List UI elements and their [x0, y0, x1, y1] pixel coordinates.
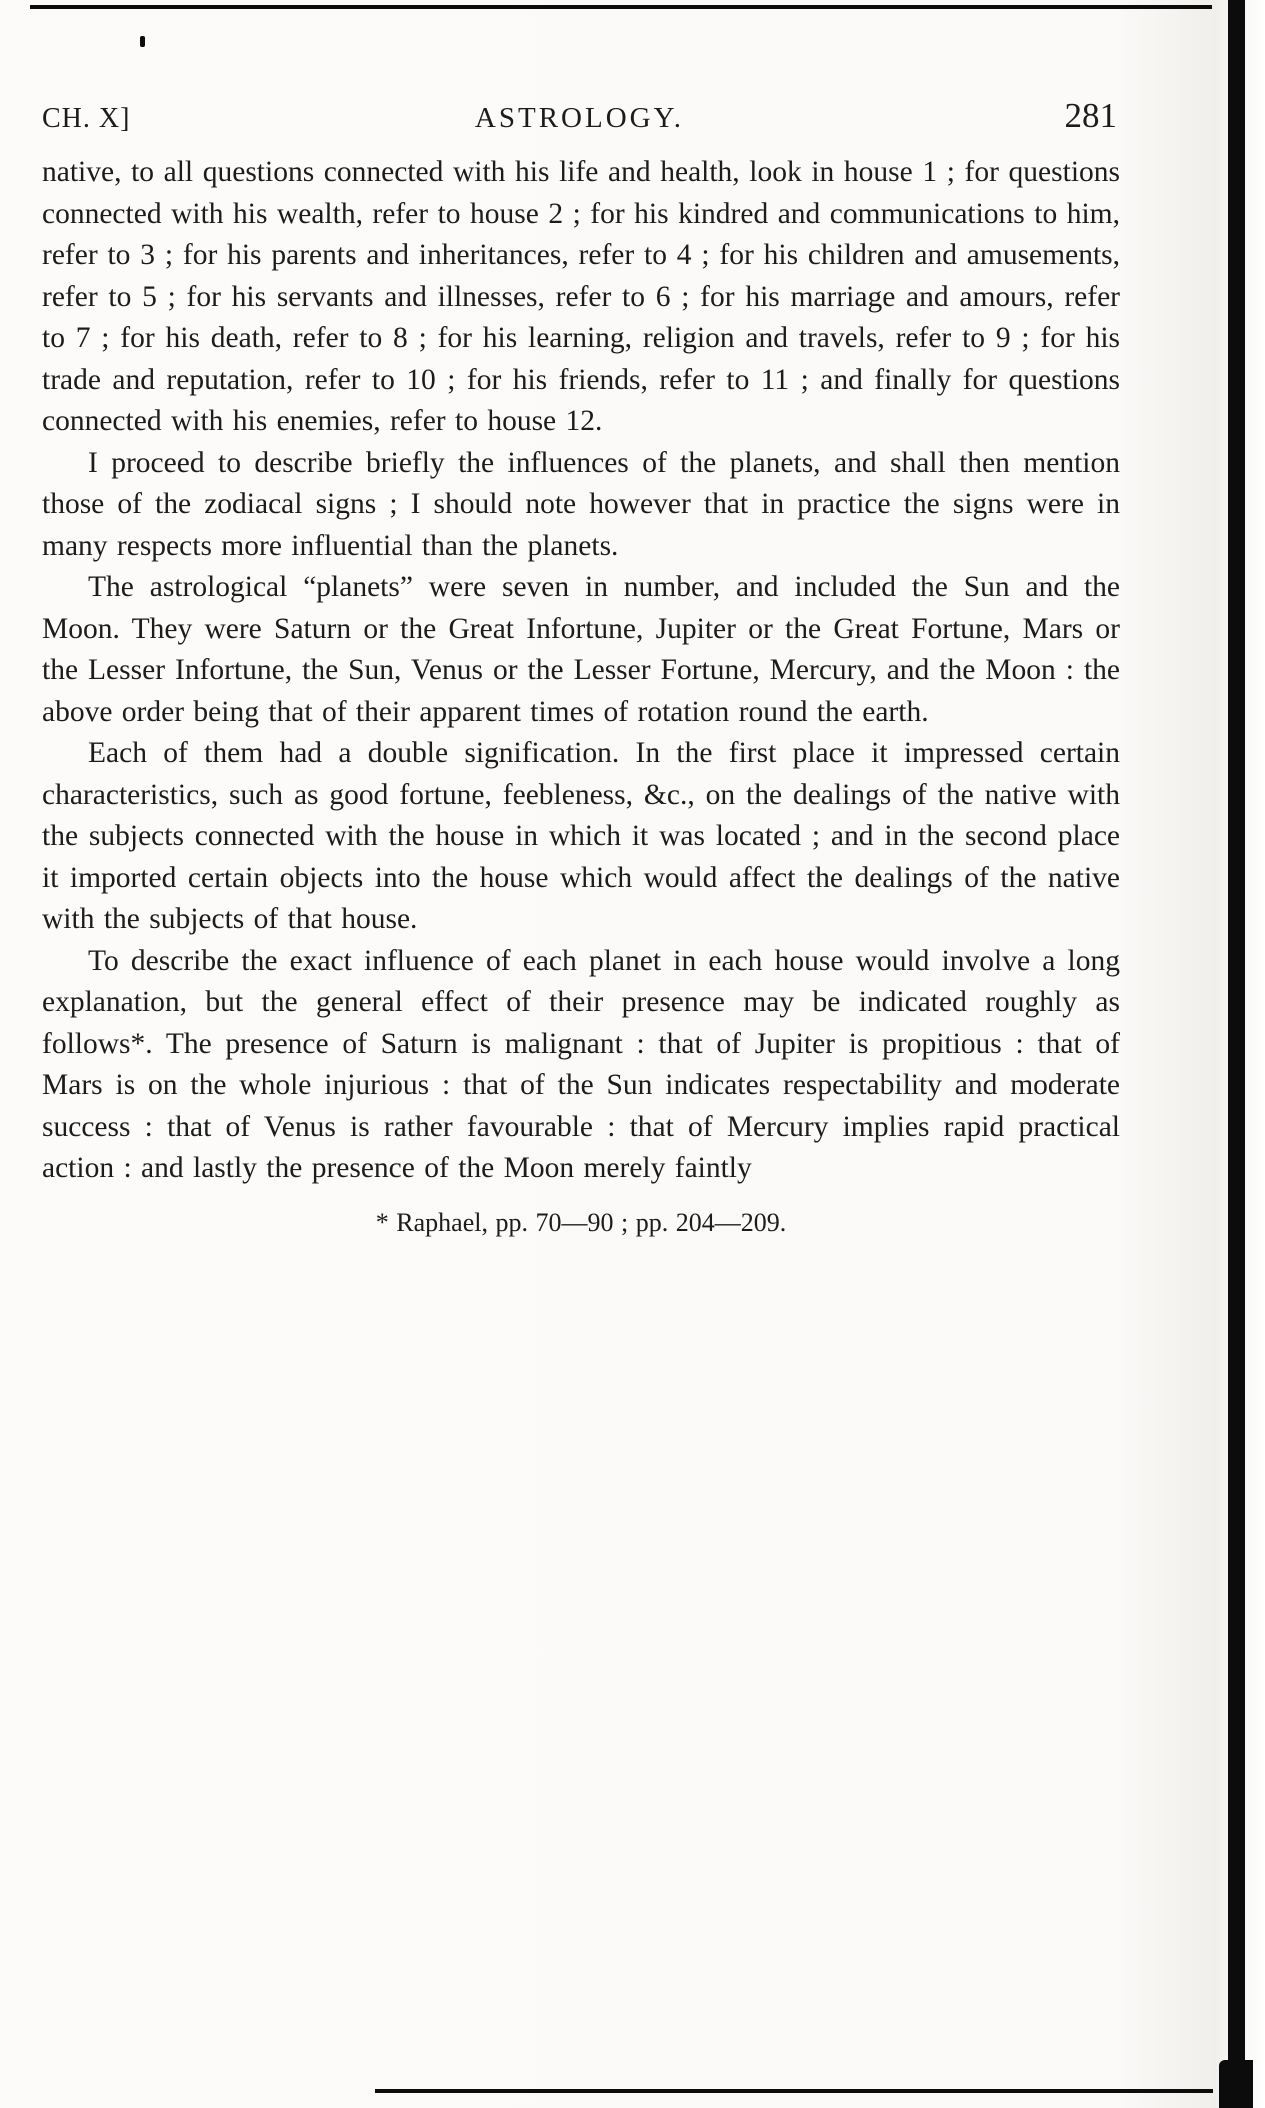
page-header — [42, 96, 1117, 136]
footnote: * Raphael, pp. 70—90 ; pp. 204—209. — [375, 1207, 787, 1237]
scan-artifact-speck — [140, 36, 145, 47]
scan-artifact-corner-blob — [1219, 2060, 1253, 2108]
chapter-label: CH. X] — [42, 103, 131, 134]
paragraph: The astrological “planets” were seven in number, and included the Sun and the Moon. They were Saturn or the Great Infortune, Jupiter or the Great Fortune, Mars or the Lesser Infortune, the Sun, Venus or the Lesser Fortune, Mercury, and the Moon : the above order being that of their apparent times of rotation round the earth. — [42, 571, 1120, 728]
page-number: 281 — [1064, 96, 1117, 135]
running-title: ASTROLOGY. — [474, 102, 685, 134]
scan-artifact-binding-edge — [1228, 0, 1245, 2108]
paragraph-continuation: native, to all questions connected with his life and health, look in house 1 ; for questions connected with his wealth, refer to house 2 ; for his kindred and communications to him, refer to 3 ; for his parents and inheritances, refer to 4 ; for his children and amusements, refer to 5 ; for his servants and illnesses, refer to 6 ; for his marriage and amours, refer to 7 ; for his death, refer to 8 ; for his learning, religion and travels, refer to 9 ; for his trade and reputation, refer to 10 ; for his friends, refer to 11 ; and finally for questions connected with his enemies, refer to house 12. — [42, 156, 1120, 437]
scan-artifact-top-rule — [30, 5, 1212, 9]
paragraph: Each of them had a double signification. In the first place it impressed certain characteristics, such as good fortune, feebleness, &c., on the dealings of the native with the subjects connected with the house in which it was located ; and in the second place it imported certain objects into the house which would affect the dealings of the native with the subjects of that house. — [42, 737, 1120, 935]
body-text — [42, 152, 1120, 1243]
paragraph: To describe the exact influence of each planet in each house would involve a long explanation, but the general effect of their presence may be indicated roughly as follows*. The presence of Saturn is malignant : that of Jupiter is propitious : that of Mars is on the whole injurious : that of the Sun indicates respectability and moderate success : that of Venus is rather favourable : that of Mercury implies rapid practical action : and lastly the presence of the Moon merely faintly — [42, 944, 1120, 1184]
scan-artifact-bottom-rule — [375, 2089, 1213, 2093]
paragraph: I proceed to describe briefly the influences of the planets, and shall then mention those of the zodiacal signs ; I should note however that in practice the signs were in many respects more influential than the planets. — [42, 446, 1120, 562]
